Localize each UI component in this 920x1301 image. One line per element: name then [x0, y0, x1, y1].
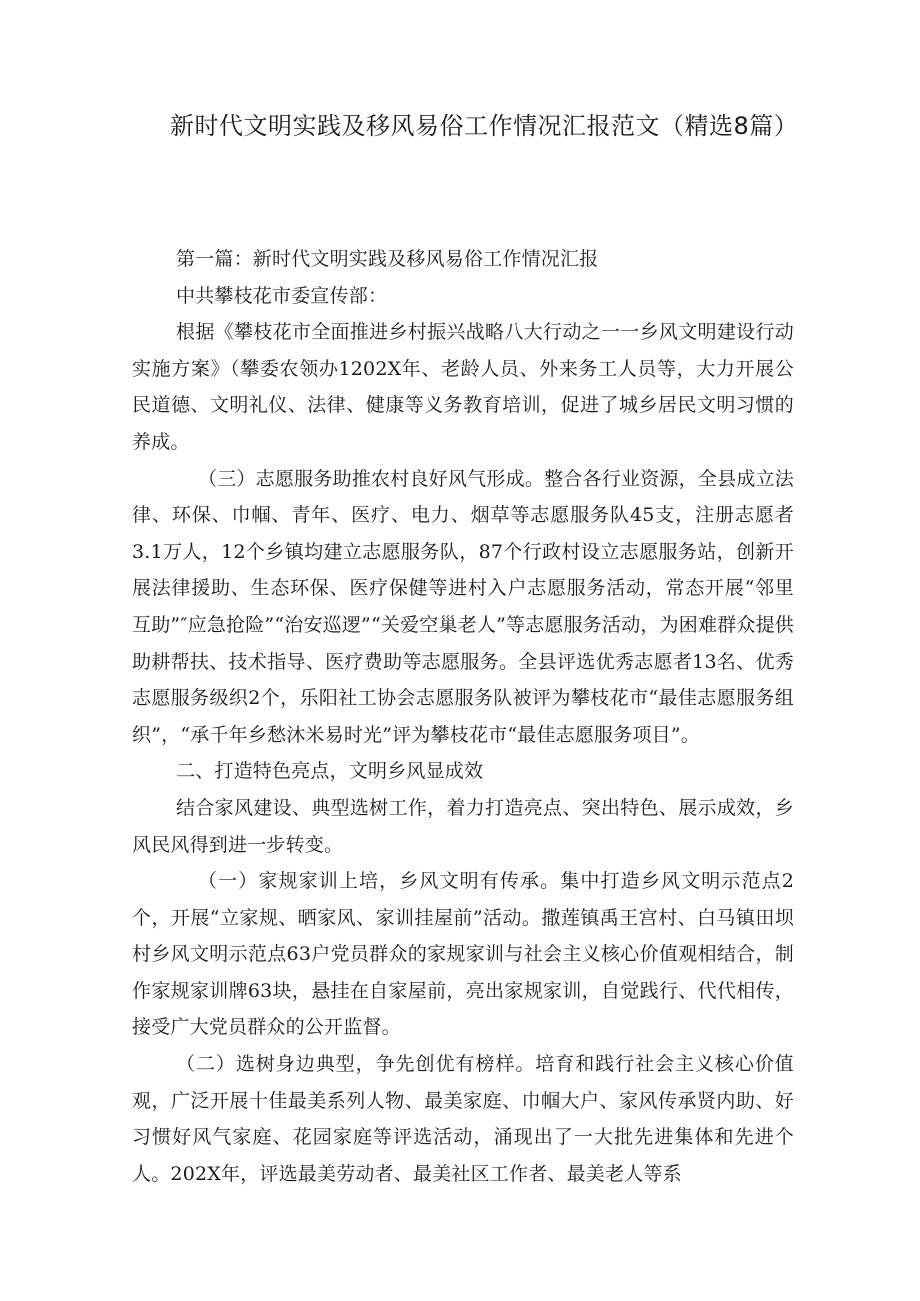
body-paragraph: （二）选树身边典型，争先创优有榜样。培育和践行社会主义核心价值观，广泛开展十佳最美系列人物、最美家庭、巾帼大户、家风传承贤内助、好习惯好风气家庭、花园家庭等评选活动，涌现出了一大批先进集体和先进个人。202X年，评选最美劳动者、最美社区工作者、最美老人等系	[132, 1053, 794, 1185]
body-paragraph: （三）志愿服务助推农村良好风气形成。整合各行业资源，全县成立法律、环保、巾帼、青年、医疗、电力、烟草等志愿服务队45支，注册志愿者3.1万人，12个乡镇均建立志愿服务队，87个行政村设立志愿服务站，创新开展法律援助、生态环保、医疗保健等进村入户志愿服务活动，常态开展“邻里互助”″应急抢险”“治安巡逻”“关爱空巢老人”等志愿服务活动，为困难群众提供助耕帮扶、技术指导、医疗费助等志愿服务。全县评选优秀志愿者13名、优秀志愿服务级织2个，乐阳社工协会志愿服务队被评为攀枝花市“最佳志愿服务组织”，“承千年乡愁沐米易时光”评为攀枝花市“最佳志愿服务项目”。	[132, 467, 794, 746]
document-title: 新时代文明实践及移风易俗工作情况汇报范文（精选8篇）	[170, 112, 799, 140]
addressee-line: 中共攀枝花市委宣传部：	[176, 284, 388, 307]
body-paragraph: 结合家风建设、典型选树工作，着力打造亮点、突出特色、展示成效，乡风民风得到进一步转变。	[132, 796, 794, 856]
document-body	[132, 241, 794, 1192]
body-paragraph: 根据《攀枝花市全面推进乡村振兴战略八大行动之一一乡风文明建设行动实施方案》（攀委农领办1202X年、老龄人员、外来务工人员等，大力开展公民道德、文明礼仪、法律、健康等义务教育培训，促进了城乡居民文明习惯的养成。	[132, 321, 794, 453]
body-paragraph: （一）家规家训上培，乡风文明有传承。集中打造乡风文明示范点2个，开展“立家规、晒家风、家训挂屋前”活动。撒莲镇禹王宫村、白马镇田坝村乡风文明示范点63户党员群众的家规家训与社会主义核心价值观相结合，制作家规家训牌63块，悬挂在自家屋前，亮出家规家训，自觉践行、代代相传，接受广大党员群众的公开监督。	[132, 870, 794, 1039]
section-heading: 二、打造特色亮点，文明乡风显成效	[176, 760, 484, 783]
section-heading-first-article: 第一篇：新时代文明实践及移风易俗工作情况汇报	[176, 248, 599, 270]
